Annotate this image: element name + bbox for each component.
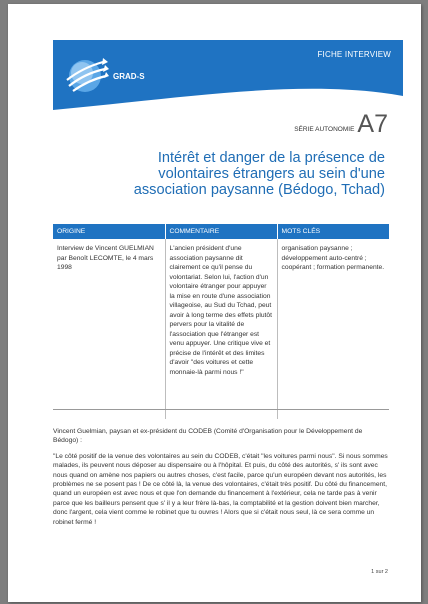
document-page bbox=[8, 4, 421, 602]
page-number: 1 sur 2 bbox=[371, 569, 388, 575]
interview-intro: Vincent Guelmian, paysan et ex-président du CODEB (Comité d'Organisation pour le Développement de Bédogo) : bbox=[53, 428, 363, 445]
document-title: Intérêt et danger de la présence de volontaires étrangers au sein d'une association paysanne (Bédogo, Tchad) bbox=[133, 150, 385, 198]
brand-name: GRAD-S bbox=[113, 72, 145, 81]
cell-commentaire: L'ancien président d'une association paysanne dit clairement ce qu'il pense du volontariat. Selon lui, l'action d'un volontaire étranger pour appuyer la mise en route d'une association villageoise, au Sud du Tchad, peut avoir à long terme des effets plutôt pervers pour la vitalité de l'association que l'étranger est venu appuyer. Une critique vive et précise de l'intérêt et des limites d'avoir "des voitures et cette monnaie-là parmi nous !" bbox=[165, 239, 277, 419]
cell-mots-cles: organisation paysanne ; développement auto-centré ; coopérant ; formation permanente. bbox=[277, 239, 389, 419]
grad-s-logo-icon bbox=[65, 52, 109, 94]
section-divider bbox=[53, 409, 389, 410]
meta-table-row bbox=[53, 239, 389, 419]
cell-origine: Interview de Vincent GUELMIAN par Benoît LECOMTE, le 4 mars 1998 bbox=[57, 245, 154, 271]
meta-table-header-row bbox=[53, 224, 389, 239]
serie-code: A7 bbox=[357, 110, 388, 138]
col-header-origine: ORIGINE bbox=[53, 224, 165, 239]
interview-quote: "Le côté positif de la venue des volontaires au sein du CODEB, c'était "les voitures parmi nous". Si nous sommes malades, ils peuvent nous déposer au dispensaire ou à l'hôpital. Et puis, du côté des autorités, s' ils sont avec nous quand on amène nos papiers ou autres choses, c'est facile, parce qu'un européen devant nos autorités, les problèmes ne se posent pas ! De ce côté là, la venue des volontaires, c'était très positif. Du côté du financement, quand un européen est avec nous et que l'on demande du financement à l'extérieur, cela ne tarde pas à venir parce que les bailleurs pensent que s' il y a leur frère là-bas, la comptabilité et la gestion doivent bien marcher, donc l'argent, cela vient comme le robinet que tu ouvres ! Alors que si c'était nous seul, là ce sera comme un robinet fermé ! bbox=[53, 452, 388, 526]
fiche-type-label: FICHE INTERVIEW bbox=[317, 50, 391, 59]
serie-indicator bbox=[294, 112, 388, 136]
header-banner bbox=[53, 40, 403, 110]
meta-table bbox=[53, 224, 389, 419]
col-header-mots-cles: MOTS CLÉS bbox=[277, 224, 389, 239]
col-header-commentaire: COMMENTAIRE bbox=[165, 224, 277, 239]
serie-label: SÉRIE AUTONOMIE bbox=[294, 126, 355, 133]
interview-body bbox=[53, 427, 389, 533]
